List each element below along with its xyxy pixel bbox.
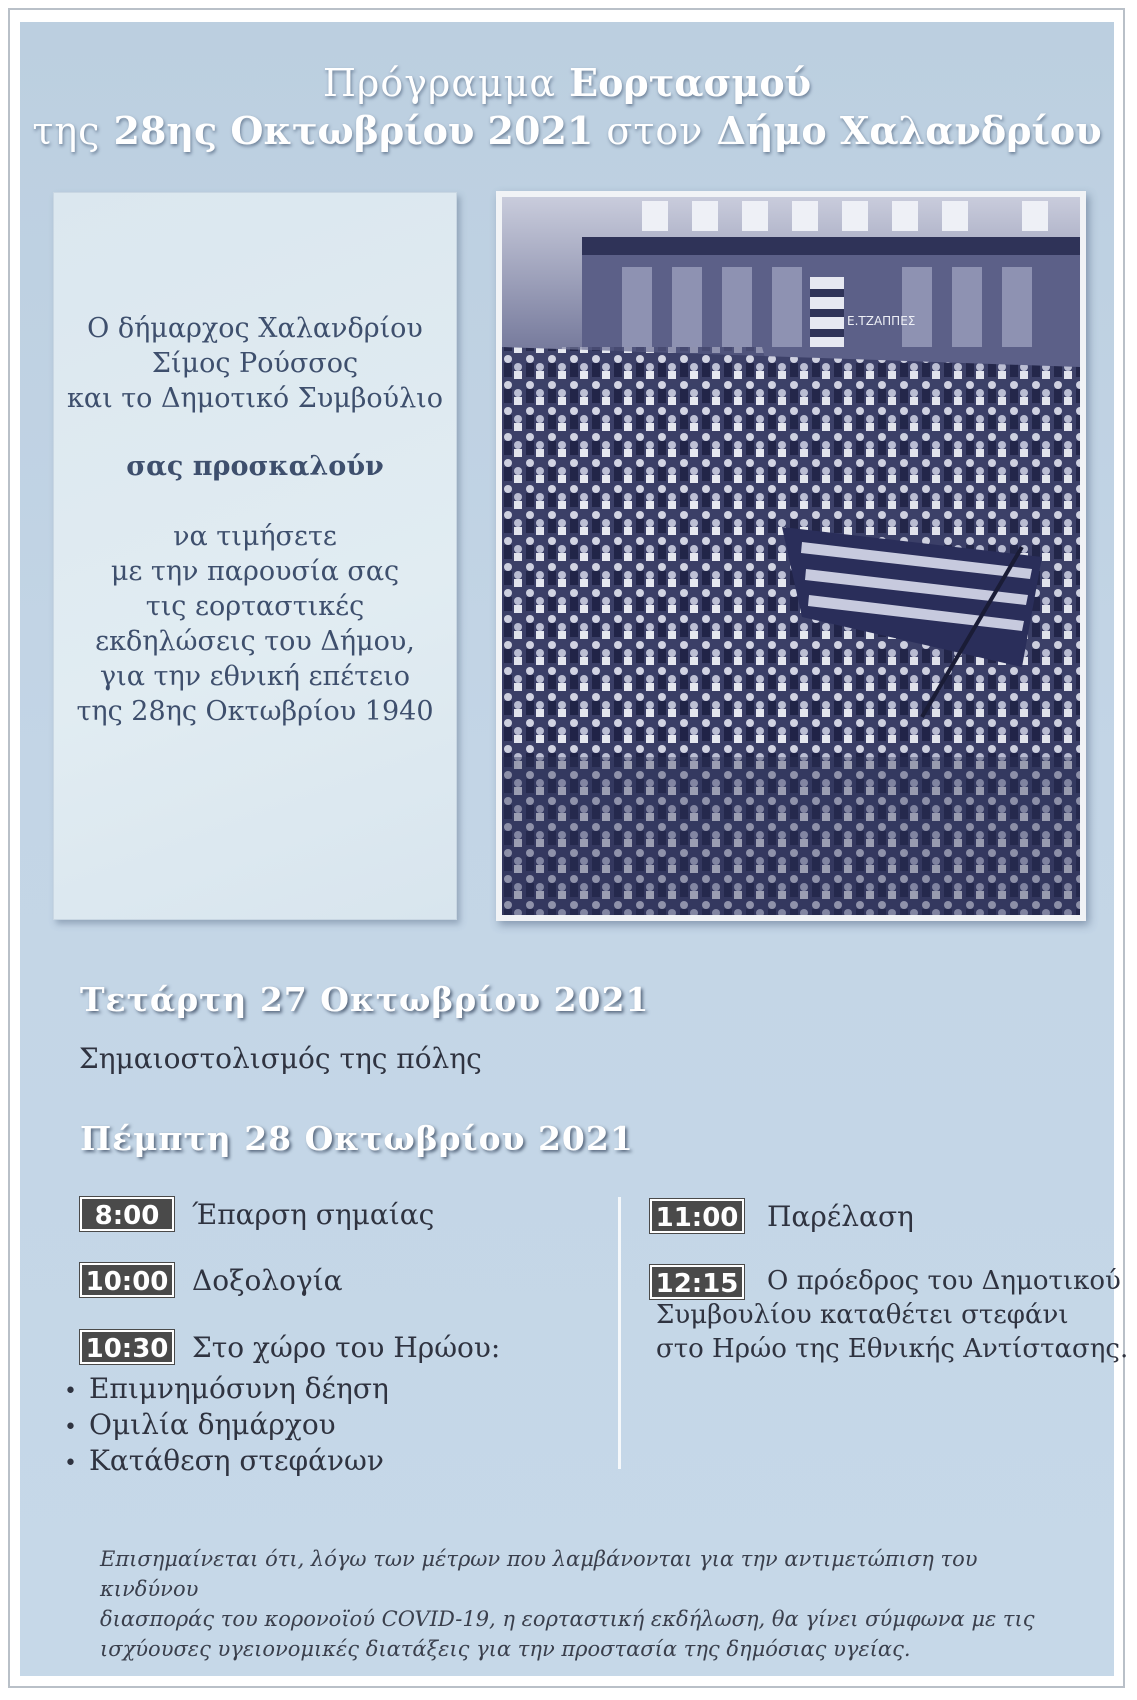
- poster-title-line2: [20, 108, 1114, 153]
- event-heroes-monument: Στο χώρο του Ηρώου:: [192, 1331, 501, 1364]
- time-badge: 10:30: [80, 1330, 174, 1364]
- shop-sign-text: Ε.ΤΖΑΠΠΕΣ: [847, 314, 916, 328]
- invitation-line: της 28ης Οκτωβρίου 1940: [76, 696, 434, 727]
- event-wreath-line1: Ο πρόεδρος του Δημοτικού: [767, 1266, 1121, 1296]
- invitation-line: Σίμος Ρούσσος: [151, 348, 359, 379]
- title-light-text: Πρόγραμμα: [322, 61, 570, 105]
- monument-activities-list: [64, 1372, 389, 1480]
- list-item: • Ομιλία δημάρχου: [64, 1408, 389, 1444]
- invitation-line: και το Δημοτικό Συμβούλιο: [66, 383, 444, 414]
- notice-line: διασποράς του κορονοϊού COVID-19, η εορταστική εκδήλωση, θα γίνει σύμφωνα με τις: [100, 1607, 1035, 1631]
- invitation-line: τις εορταστικές: [145, 591, 365, 622]
- invitation-body: [54, 519, 456, 729]
- time-badge: 10:00: [80, 1263, 174, 1297]
- time-badge: 12:15: [650, 1265, 744, 1299]
- column-divider: [618, 1197, 621, 1469]
- event-flag-raising: Έπαρση σημαίας: [192, 1198, 435, 1231]
- event-wreath-line2: Συμβουλίου καταθέτει στεφάνι: [656, 1300, 1069, 1330]
- title-date-text: 28ης Οκτωβρίου 2021: [113, 108, 594, 153]
- event-doxology: Δοξολογία: [192, 1264, 343, 1297]
- poster: [20, 22, 1129, 1676]
- covid-notice: [100, 1544, 1060, 1664]
- list-item: • Επιμνημόσυνη δέηση: [64, 1372, 389, 1408]
- parade-photo-image: [502, 197, 1080, 915]
- title-bold-text: Εορτασμού: [569, 60, 812, 105]
- poster-title-line1: [20, 60, 1114, 105]
- day1-event: Σημαιοστολισμός της πόλης: [79, 1042, 482, 1075]
- notice-line: ισχύουσες υγειονομικές διατάξεις για την προστασία της δημόσιας υγείας.: [100, 1637, 911, 1661]
- time-badge: 8:00: [80, 1197, 174, 1231]
- day2-heading: Πέμπτη 28 Οκτωβρίου 2021: [80, 1119, 634, 1158]
- title-light-text: στον: [593, 109, 717, 153]
- day1-heading: Τετάρτη 27 Οκτωβρίου 2021: [80, 980, 650, 1019]
- event-parade: Παρέλαση: [767, 1200, 914, 1233]
- title-municipality-text: Δήμο Χαλανδρίου: [716, 108, 1102, 153]
- invitation-line: να τιμήσετε: [173, 521, 337, 552]
- invitation-emphasis: σας προσκαλούν: [126, 451, 384, 482]
- list-item: • Κατάθεση στεφάνων: [64, 1444, 389, 1480]
- event-wreath-line3: στο Ηρώο της Εθνικής Αντίστασης.: [656, 1334, 1129, 1364]
- invitation-hosts: [54, 311, 456, 416]
- invitation-line: για την εθνική επέτειο: [99, 661, 410, 692]
- notice-line: Επισημαίνεται ότι, λόγω των μέτρων που λαμβάνονται για την αντιμετώπιση του κινδύνου: [100, 1547, 978, 1601]
- invitation-line: Ο δήμαρχος Χαλανδρίου: [87, 313, 423, 344]
- invitation-panel: [53, 192, 457, 920]
- invitation-line: εκδηλώσεις του Δήμου,: [95, 626, 415, 657]
- title-light-text: της: [32, 109, 114, 153]
- historic-parade-photo: [496, 191, 1086, 921]
- invitation-line: με την παρουσία σας: [110, 556, 400, 587]
- time-badge: 11:00: [650, 1199, 744, 1233]
